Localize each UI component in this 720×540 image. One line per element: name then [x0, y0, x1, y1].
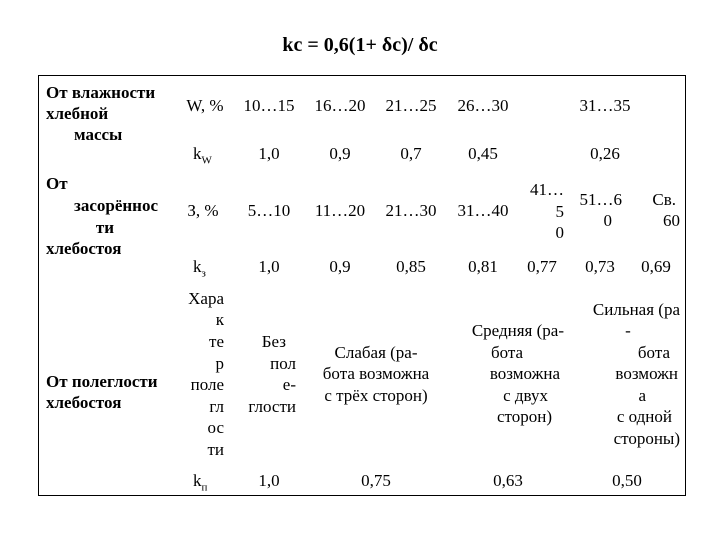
lodging-cat1-line2: пол [270, 354, 296, 373]
weed-range-1: 5…10 [247, 201, 291, 220]
humidity-coef-5: 0,26 [590, 144, 620, 163]
lodging-cat2-line3: с трёх сторон) [324, 386, 428, 405]
lodging-coef-4: 0,50 [612, 471, 642, 490]
humidity-range-2: 16…20 [314, 96, 366, 115]
lodging-cat4-line4: возможн [615, 364, 678, 383]
lodging-coef-2: 0,75 [361, 471, 391, 490]
weed-label-line3: ти [95, 218, 115, 237]
lodging-cat1-line3: е- [282, 375, 296, 394]
weed-range-5-line3: 0 [555, 223, 564, 242]
humidity-range-3: 21…25 [385, 96, 437, 115]
humidity-range-1: 10…15 [243, 96, 295, 115]
lodging-cat4-line6: с одной [616, 407, 672, 426]
weed-range-5-line1: 41… [530, 180, 564, 199]
lodging-cat3-line5: сторон) [496, 407, 552, 426]
humidity-coef-1: 1,0 [258, 144, 280, 163]
weed-param: З, % [187, 201, 219, 220]
weed-range-3: 21…30 [385, 201, 437, 220]
lodging-cat1-line4: глости [248, 397, 296, 416]
weed-range-5-line2: 5 [555, 202, 564, 221]
weed-label-line1: От [46, 174, 68, 193]
humidity-coef-4: 0,45 [468, 144, 498, 163]
lodging-cat2-line1: Слабая (ра- [334, 343, 418, 362]
lodging-cat1-line1: Без [261, 332, 286, 351]
lodging-param-line5: поле [190, 375, 224, 394]
lodging-cat4-line5: а [638, 386, 646, 405]
weed-label-line2: засорённос [74, 196, 159, 215]
lodging-cat3-line2: бота [490, 343, 524, 362]
lodging-cat3-line4: с двух [503, 386, 548, 405]
weed-coef-3: 0,85 [396, 257, 426, 276]
weed-range-6-line2: 0 [603, 211, 612, 230]
lodging-cat4-line1: Сильная (ра [592, 300, 680, 319]
lodging-cat3-line3: возможна [489, 364, 560, 383]
weed-range-4: 31…40 [457, 201, 509, 220]
humidity-coef-2: 0,9 [329, 144, 351, 163]
lodging-coef-1: 1,0 [258, 471, 280, 490]
weed-coef-7: 0,69 [641, 257, 671, 276]
humidity-label-line3: массы [74, 125, 123, 144]
lodging-label-line1: От полеглости [46, 372, 158, 391]
weed-range-7-line2: 60 [663, 211, 680, 230]
humidity-label-line1: От влажности [46, 83, 156, 102]
lodging-coef-symbol: $k_п$ [193, 471, 208, 494]
weed-range-2: 11…20 [314, 201, 366, 220]
lodging-cat4-line3: бота [637, 343, 670, 362]
weed-coef-1: 1,0 [258, 257, 280, 276]
weed-coef-2: 0,9 [329, 257, 351, 276]
humidity-coef-symbol: $k_W$ [193, 144, 212, 167]
weed-coef-symbol: $k_з$ [193, 257, 206, 280]
lodging-label-line2: хлебостоя [46, 393, 122, 412]
humidity-range-4: 26…30 [457, 96, 509, 115]
weed-range-7-line1: Св. [652, 190, 676, 209]
formula-title: kc = 0,6(1+ δc)/ δc [282, 34, 438, 56]
lodging-param-line6: гл [209, 397, 224, 416]
lodging-param-line2: к [215, 310, 224, 329]
humidity-label-line2: хлебной [46, 104, 109, 123]
lodging-cat3-line1: Средняя (ра- [471, 321, 564, 340]
lodging-cat2-line2: бота возможна [322, 364, 430, 383]
lodging-param-line7: ос [207, 418, 224, 437]
humidity-coef-3: 0,7 [400, 144, 422, 163]
lodging-coef-3: 0,63 [493, 471, 523, 490]
humidity-range-5: 31…35 [579, 96, 631, 115]
weed-coef-5: 0,77 [527, 257, 557, 276]
weed-range-6-line1: 51…6 [579, 190, 622, 209]
weed-label-line4: хлебостоя [46, 239, 122, 258]
lodging-cat4-line7: стороны) [613, 429, 680, 448]
lodging-param-line4: р [215, 354, 224, 373]
lodging-param-line8: ти [207, 440, 224, 459]
lodging-param-line3: те [209, 332, 224, 351]
lodging-param-line1: Хара [188, 289, 224, 308]
lodging-cat4-line2: - [625, 321, 631, 340]
weed-coef-6: 0,73 [585, 257, 615, 276]
humidity-param: W, % [186, 96, 224, 115]
weed-coef-4: 0,81 [468, 257, 498, 276]
